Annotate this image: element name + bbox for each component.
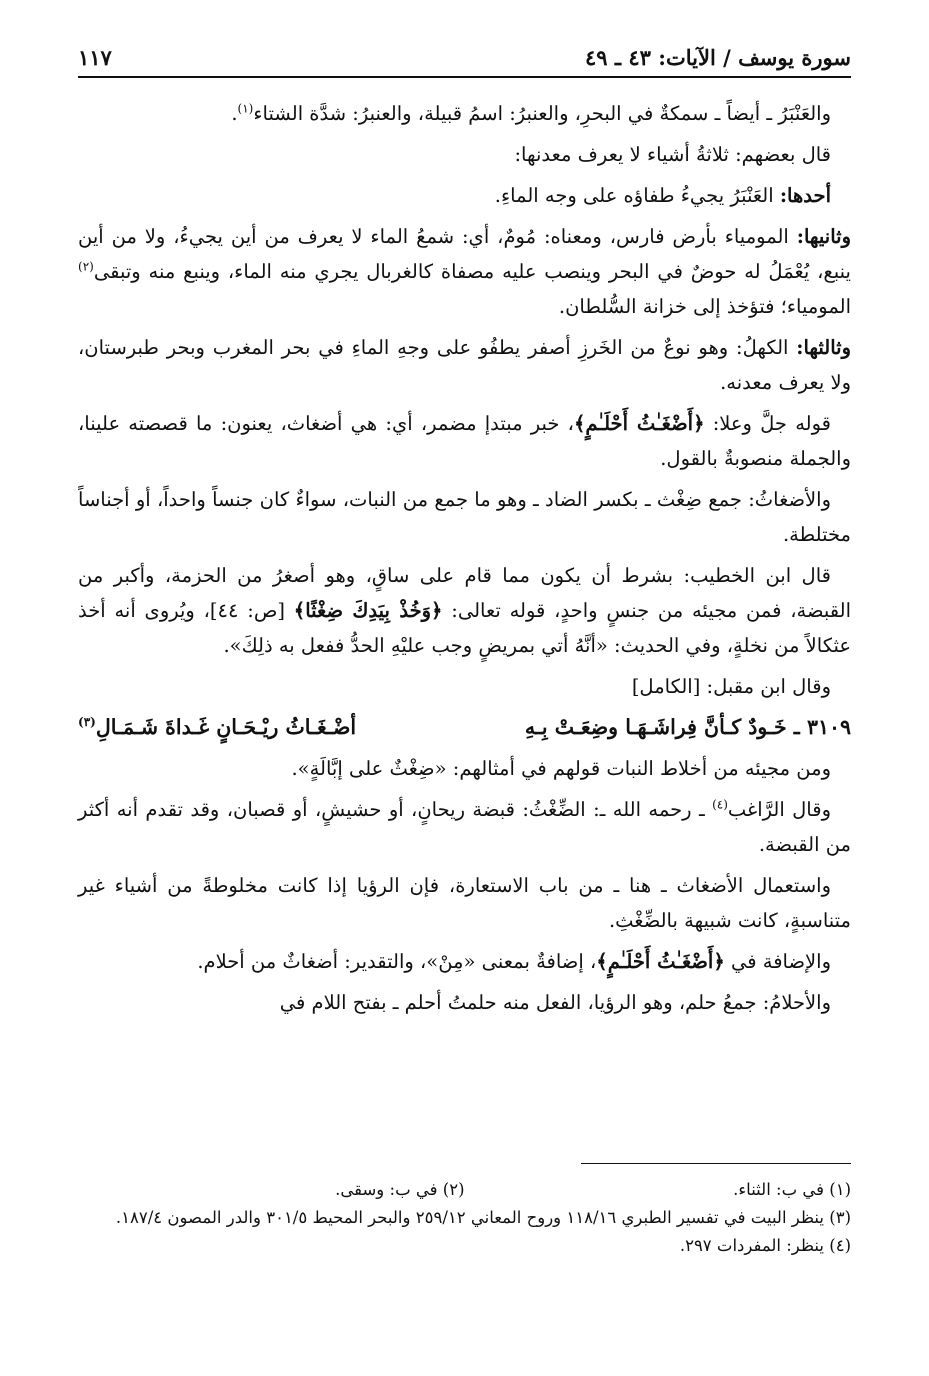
poetry-verse [78, 710, 851, 745]
footnote-ref-2: (٢) [78, 259, 94, 274]
paragraph-proverb: ومن مجيئه من أخلاط النبات قولهم في أمثالهم: «ضِغْثٌ على إبَّالَةٍ». [291, 757, 831, 780]
footnote-ref-4: (٤) [712, 797, 728, 812]
paragraph-three-things: قال بعضهم: ثلاثةُ أشياء لا يعرف معدنها: [514, 143, 831, 166]
paragraph-anbar: والعَنْبَرُ ـ أيضاً ـ سمكةٌ في البحرِ، والعنبرُ: اسمُ قبيلة، والعنبرُ: شدَّة الشتاء$^{(١)}$. [231, 101, 831, 125]
footnote-ref-1: (١) [237, 101, 254, 116]
footnotes [78, 1176, 851, 1260]
paragraph-first: أحدها: العَنْبَرُ يجيءُ طفاؤه على وجه الماءِ. [494, 184, 831, 207]
footnote-separator [581, 1163, 851, 1164]
paragraph-raghib: وقال الرَّاغب$^{(٤)}$ ـ رحمه الله ـ: الضِّغْثُ: قبضة ريحانٍ، أو حشيشٍ، أو قصبان، وقد تقدم أنه أكثر من القبضة. [78, 797, 851, 856]
paragraph-ahlam: والأحلامُ: جمعُ حلم، وهو الرؤيا، الفعل منه حلمتُ أحلم ـ بفتح اللام في [279, 991, 831, 1014]
page-header [78, 30, 851, 78]
paragraph-ibn-muqbil: وقال ابن مقبل: [الكامل] [631, 675, 831, 698]
verse-second-hemistich: أضْـغَـاثُ ريْـحَـانٍ غَـداةَ شَـمَـالِ$^{(٣)}$ [78, 715, 357, 739]
paragraph-adghath-def: والأضغاثُ: جمع ضِغْث ـ بكسر الضاد ـ وهو ما جمع من النبات، سواءٌ كان جنساً واحداً، أو أجناساً مختلطة. [78, 488, 851, 546]
verse-first-hemistich: ٣١٠٩ ـ خَـودٌ كـأنَّ فِراشَـهَـا وضِعَـتْ بِـهِ [524, 715, 851, 739]
footnote-4: (٤) ينظر: المفردات ٢٩٧. [679, 1236, 851, 1255]
paragraph-adghath-verse: قوله جلَّ وعلا: ﴿أَضْغَـٰثُ أَحْلَـٰمٍ﴾، خبر مبتدإ مضمر، أي: هي أضغاث، يعنون: ما قصصته علينا، والجملة منصوبةٌ بالقول. [78, 412, 851, 470]
main-text [78, 96, 851, 1026]
paragraph-second: وثانيها: المومياء بأرض فارس، ومعناه: مُومٌ، أي: شمعُ الماء لا يعرف من أين يجيءُ، ولا من أين ينبع، يُعْمَلُ له حوضٌ في البحر وينصب عليه مصفاة كالغربال يجري منه الماء، وينبع منه وتبقى$^{(٢)}$ المومياء؛ فتؤخذ إلى خزانة السُّلطان. [78, 225, 852, 318]
quran-quote: ﴿أَضْغَـٰثُ أَحْلَـٰمٍ﴾ [596, 950, 725, 973]
paragraph-ibn-khatib: قال ابن الخطيب: بشرط أن يكون مما قام على ساقٍ، وهو أصغرُ من الحزمة، وأكبر من القبضة، فمن مجيئه من جنسٍ واحدٍ، قوله تعالى: ﴿وَخُذْ بِيَدِكَ ضِغْثًا﴾ [ص: ٤٤]، ويُروى أنه أخذ عثكالاً من نخلةٍ، وفي الحديث: «أنَّهُ أتي بمريضٍ وجب عليْهِ الحدُّ ففعل به ذلِكَ». [78, 564, 851, 657]
quran-quote: ﴿أَضْغَـٰثُ أَحْلَـٰمٍ﴾ [573, 412, 705, 435]
footnote-ref-3: (٣) [78, 715, 96, 730]
page-number: ١١٧ [78, 45, 112, 70]
running-title: سورة يوسف / الآيات: ٤٣ ـ ٤٩ [584, 45, 851, 70]
footnote-1: (١) في ب: الثناء. [733, 1180, 851, 1199]
paragraph-third: وثالثها: الكهلُ: وهو نوعٌ من الخَرزِ أصفر يطفُو على وجهِ الماءِ في بحر المغرب وبحر طبرستان، ولا يعرف معدنه. [78, 336, 851, 394]
paragraph-idafa: والإضافة في ﴿أَضْغَـٰثُ أَحْلَـٰمٍ﴾، إضافةٌ بمعنى «مِنْ»، والتقدير: أضغاثٌ من أحلام. [197, 950, 831, 973]
footnote-3: (٣) ينظر البيت في تفسير الطبري ١١٨/١٦ وروح المعاني ٢٥٩/١٢ والبحر المحيط ٣٠١/٥ والدر المصون ١٨٧/٤. [115, 1208, 851, 1227]
paragraph-metaphor: واستعمال الأضغاث ـ هنا ـ من باب الاستعارة، فإن الرؤيا إذا كانت مخلوطةً من أشياء غير متناسبةٍ، كانت شبيهة بالضِّغْثِ. [78, 874, 851, 932]
quran-quote: ﴿وَخُذْ بِيَدِكَ ضِغْثًا﴾ [293, 599, 443, 622]
footnote-2: (٢) في ب: وسقى. [335, 1180, 465, 1199]
